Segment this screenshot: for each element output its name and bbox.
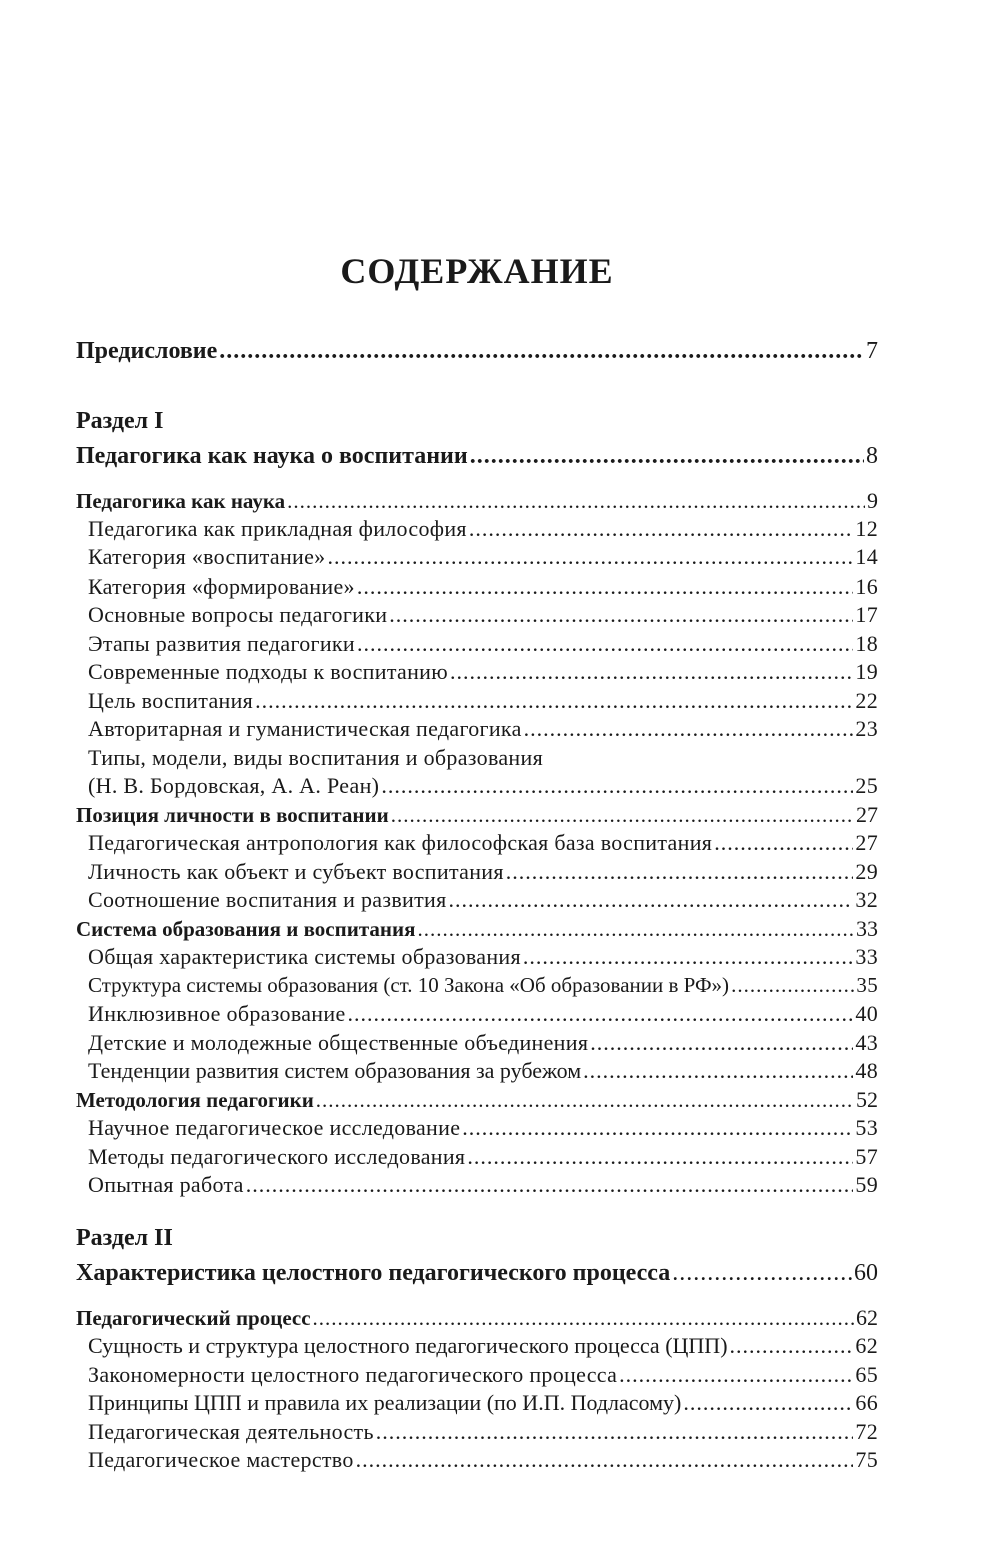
dot-leader: [730, 1333, 854, 1359]
toc-entry-text: (Н. В. Бордовская, А. А. Реан): [88, 773, 380, 798]
toc-entry-text: Педагогика как прикладная философия: [88, 516, 467, 541]
dot-leader: [417, 917, 854, 942]
toc-entry-text: Тенденции развития систем образования за рубежом: [88, 1058, 582, 1083]
toc-entry-text: Соотношение воспитания и развития: [88, 887, 447, 912]
toc-entry-item[interactable]: [88, 1362, 878, 1388]
toc-entry-item[interactable]: [88, 1390, 878, 1416]
dot-leader: [316, 1088, 854, 1113]
toc-page-number: 75: [855, 1447, 878, 1472]
dot-leader: [523, 944, 853, 970]
toc-entry-item[interactable]: [88, 602, 878, 628]
toc-page-number: 48: [855, 1058, 878, 1083]
section-label: Раздел II: [76, 1225, 173, 1251]
toc-entry-text: Закономерности целостного педагогического процесса: [88, 1362, 618, 1387]
toc-page-number: 66: [855, 1390, 878, 1415]
toc-page-number: 27: [855, 830, 878, 855]
toc-entry-chapter[interactable]: [76, 916, 878, 942]
dot-leader: [381, 773, 853, 799]
toc-entry-section[interactable]: [76, 1260, 878, 1287]
toc-entry-text: Общая характеристика системы образования: [88, 944, 521, 969]
toc-entry-item[interactable]: [88, 1030, 878, 1056]
section-label: Раздел I: [76, 408, 164, 434]
dot-leader: [462, 1115, 853, 1141]
dot-leader: [357, 574, 854, 600]
toc-page-number: 29: [855, 859, 878, 884]
toc-entry-item[interactable]: [88, 944, 878, 970]
dot-leader: [356, 1447, 854, 1473]
toc-entry-item[interactable]: [88, 1333, 878, 1359]
toc-entry-item[interactable]: [88, 973, 878, 998]
toc-page-number: 14: [855, 544, 878, 569]
toc-entry-item[interactable]: [88, 544, 878, 570]
toc-page-number: 57: [855, 1144, 878, 1169]
toc-entry-item[interactable]: [88, 1419, 878, 1445]
toc-page-number: 65: [855, 1362, 878, 1387]
dot-leader: [391, 803, 854, 828]
toc-entry-text: Педагогический процесс: [76, 1306, 311, 1330]
toc-entry-text: Педагогика как наука: [76, 489, 286, 513]
toc-entry-item[interactable]: [88, 773, 878, 799]
toc-page-number: 8: [866, 443, 878, 469]
toc-entry-item[interactable]: [88, 716, 878, 742]
toc-page-number: 23: [855, 716, 878, 741]
dot-leader: [714, 830, 853, 856]
toc-page-number: 27: [856, 802, 878, 827]
toc-page-number: 40: [855, 1001, 878, 1026]
dot-leader: [313, 1306, 854, 1331]
dot-leader: [506, 859, 854, 885]
toc-entry-text: Опытная работа: [88, 1172, 244, 1197]
dot-leader: [470, 443, 864, 470]
toc-entry-item[interactable]: [88, 1115, 878, 1141]
dot-leader: [255, 688, 853, 714]
toc-page-number: 32: [855, 887, 878, 912]
toc-page-number: 72: [855, 1419, 878, 1444]
toc-entry-text: Основные вопросы педагогики: [88, 602, 388, 627]
dot-leader: [450, 659, 853, 685]
toc-entry-item[interactable]: [88, 1144, 878, 1170]
toc-entry-text: Категория «формирование»: [88, 574, 355, 599]
toc-entry-text: Категория «воспитание»: [88, 544, 326, 569]
toc-page-number: 33: [856, 916, 878, 941]
dot-leader: [287, 489, 865, 514]
toc-page-number: 22: [855, 688, 878, 713]
toc-page-number: 9: [867, 488, 878, 513]
toc-entry-item[interactable]: [88, 1172, 878, 1198]
toc-entry-chapter[interactable]: [76, 1087, 878, 1113]
toc-entry-item[interactable]: [88, 574, 878, 600]
toc-entry-text: Система образования и воспитания: [76, 917, 416, 941]
toc-entry-text: Научное педагогическое исследование: [88, 1115, 461, 1140]
toc-entry-section[interactable]: [76, 443, 878, 470]
toc-entry-text: Инклюзивное образование: [88, 1001, 346, 1026]
toc-page-number: 43: [855, 1030, 878, 1055]
toc-entry-text: Личность как объект и субъект воспитания: [88, 859, 504, 884]
dot-leader: [672, 1260, 852, 1287]
toc-entry-text: Цель воспитания: [88, 688, 254, 713]
dot-leader: [731, 973, 854, 998]
dot-leader: [524, 716, 854, 742]
dot-leader: [219, 338, 864, 365]
toc-page-number: 33: [855, 944, 878, 969]
toc-entry-text: Этапы развития педагогики: [88, 631, 355, 656]
dot-leader: [449, 887, 854, 913]
toc-page-number: 16: [855, 574, 878, 599]
dot-leader: [467, 1144, 853, 1170]
toc-entry-chapter[interactable]: [76, 488, 878, 514]
toc-entry-text: Структура системы образования (ст. 10 Закона «Об образовании в РФ»): [88, 973, 730, 997]
toc-entry-item[interactable]: [88, 688, 878, 714]
toc-entry-chapter[interactable]: [76, 1305, 878, 1331]
toc-page-number: 35: [856, 973, 878, 997]
dot-leader: [469, 516, 854, 542]
dot-leader: [376, 1419, 854, 1445]
toc-entry-text: Позиция личности в воспитании: [76, 803, 389, 827]
toc-page-number: 59: [855, 1172, 878, 1197]
toc-page-number: 62: [856, 1305, 878, 1330]
dot-leader: [583, 1058, 853, 1084]
toc-entry-text: Методы педагогического исследования: [88, 1144, 466, 1169]
toc-entry-text: Методология педагогики: [76, 1088, 314, 1112]
toc-page-number: 25: [855, 773, 878, 798]
toc-entry-text: Детские и молодежные общественные объединения: [88, 1030, 589, 1055]
toc-entry-item[interactable]: [88, 830, 878, 856]
dot-leader: [246, 1172, 854, 1198]
toc-entry-item[interactable]: [88, 516, 878, 542]
toc-page-number: 17: [855, 602, 878, 627]
dot-leader: [683, 1390, 853, 1416]
toc-entry-item[interactable]: [88, 1058, 878, 1084]
toc-page-number: 53: [855, 1115, 878, 1140]
toc-entry-text: Педагогическое мастерство: [88, 1447, 354, 1472]
toc-page-number: 18: [855, 631, 878, 656]
dot-leader: [619, 1362, 853, 1388]
dot-leader: [357, 631, 853, 657]
toc-page-number: 7: [866, 338, 878, 364]
dot-leader: [327, 544, 853, 570]
toc-entry-text: Педагогическая деятельность: [88, 1419, 374, 1444]
toc-entry-item[interactable]: [88, 887, 878, 913]
toc-page-number: 52: [856, 1087, 878, 1112]
toc-entry-item[interactable]: [88, 859, 878, 885]
toc-entry-item[interactable]: [88, 631, 878, 657]
toc-entry-text: Педагогика как наука о воспитании: [76, 443, 468, 469]
toc-entry-chapter[interactable]: [76, 802, 878, 828]
toc-page-number: 62: [855, 1333, 878, 1358]
toc-entry-text: Характеристика целостного педагогического процесса: [76, 1260, 671, 1286]
dot-leader: [590, 1030, 853, 1056]
toc-entry-text: Педагогическая антропология как философская база воспитания: [88, 830, 713, 855]
dot-leader: [348, 1001, 854, 1027]
toc-entry-preface[interactable]: [76, 338, 878, 365]
toc-page-number: 60: [854, 1260, 878, 1286]
toc-entry-text: Современные подходы к воспитанию: [88, 659, 448, 684]
toc-page-number: 19: [855, 659, 878, 684]
toc-entry-item[interactable]: [88, 1001, 878, 1027]
dot-leader: [389, 602, 853, 628]
toc-entry-item[interactable]: [88, 1447, 878, 1473]
toc-entry-text: Сущность и структура целостного педагогического процесса (ЦПП): [88, 1333, 728, 1358]
page-title: СОДЕРЖАНИЕ: [340, 251, 614, 291]
toc-entry-text: Принципы ЦПП и правила их реализации (по И.П. Подласому): [88, 1390, 682, 1415]
toc-page-number: 12: [855, 516, 878, 541]
toc-entry-text: Предисловие: [76, 338, 218, 364]
toc-entry-item[interactable]: [88, 659, 878, 685]
toc-entry-text: Типы, модели, виды воспитания и образования: [88, 745, 543, 770]
toc-entry-text: Авторитарная и гуманистическая педагогика: [88, 716, 522, 741]
